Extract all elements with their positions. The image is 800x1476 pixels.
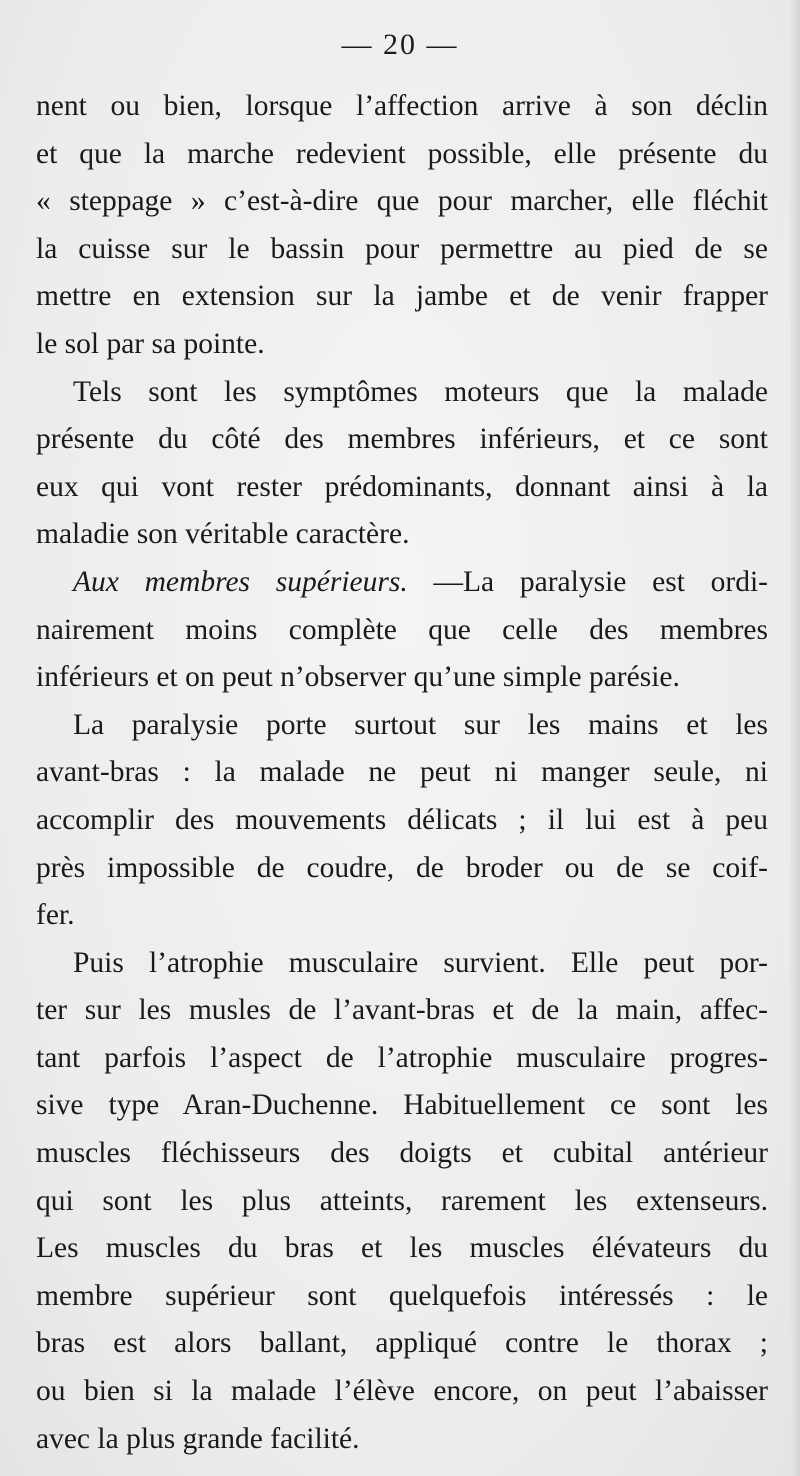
text-line: qui sont les plus atteints, rarement les extenseurs. xyxy=(36,1184,768,1217)
text-line: La paralysie porte surtout sur les mains et les xyxy=(73,708,768,741)
paragraph-2 xyxy=(36,369,768,559)
text-line: présente du côté des membres inférieurs, et ce sont xyxy=(36,423,768,456)
text-line: avant-bras : la malade ne peut ni manger seule, ni xyxy=(36,756,768,789)
page-number: — 20 — xyxy=(341,28,459,61)
body-text xyxy=(36,83,768,1463)
text-line-with-italic-lead xyxy=(36,559,768,607)
text-line: le sol par sa pointe. xyxy=(36,327,265,360)
text-line: avec la plus grande facilité. xyxy=(36,1422,360,1455)
text-line: accomplir des mouvements délicats ; il lui est à peu xyxy=(36,803,768,836)
text-line: Tels sont les symptômes moteurs que la malade xyxy=(73,375,768,408)
text-line: « steppage » c’est-à-dire que pour marcher, elle fléchit xyxy=(36,185,768,218)
text-line: maladie son véritable caractère. xyxy=(36,518,410,551)
paragraph-5 xyxy=(36,940,768,1464)
text-line: Les muscles du bras et les muscles élévateurs du xyxy=(36,1232,768,1265)
text-line-tail: —La paralysie est ordi- xyxy=(407,565,768,598)
paragraph-1 xyxy=(36,83,768,369)
italic-section-heading: Aux membres supérieurs. xyxy=(73,565,408,598)
text-line: Puis l’atrophie musculaire survient. Elle peut por- xyxy=(73,946,768,979)
text-line: ter sur les musles de l’avant-bras et de la main, affec- xyxy=(36,994,768,1027)
paragraph-3 xyxy=(36,559,768,702)
paragraph-4 xyxy=(36,702,768,940)
text-line: eux qui vont rester prédominants, donnant ainsi à la xyxy=(36,470,768,503)
text-line: ou bien si la malade l’élève encore, on peut l’abaisser xyxy=(36,1375,768,1408)
text-line: sive type Aran-Duchenne. Habituellement ce sont les xyxy=(36,1089,768,1122)
text-line: près impossible de coudre, de broder ou de se coif- xyxy=(36,851,768,884)
text-line: nairement moins complète que celle des membres xyxy=(36,613,768,646)
text-line: fer. xyxy=(36,899,75,932)
text-line: bras est alors ballant, appliqué contre le thorax ; xyxy=(36,1327,768,1360)
text-line: muscles fléchisseurs des doigts et cubital antérieur xyxy=(36,1137,768,1170)
text-line: tant parfois l’aspect de l’atrophie musculaire progres- xyxy=(36,1041,768,1074)
text-line: membre supérieur sont quelquefois intéressés : le xyxy=(36,1279,768,1312)
text-line: et que la marche redevient possible, elle présente du xyxy=(36,137,768,170)
page-edge-shadow xyxy=(790,0,800,1476)
text-line: mettre en extension sur la jambe et de venir frapper xyxy=(36,280,768,313)
text-line: nent ou bien, lorsque l’affection arrive à son déclin xyxy=(36,90,768,122)
text-line: inférieurs et on peut n’observer qu’une simple parésie. xyxy=(36,661,680,694)
text-line: la cuisse sur le bassin pour permettre au pied de se xyxy=(36,232,768,265)
